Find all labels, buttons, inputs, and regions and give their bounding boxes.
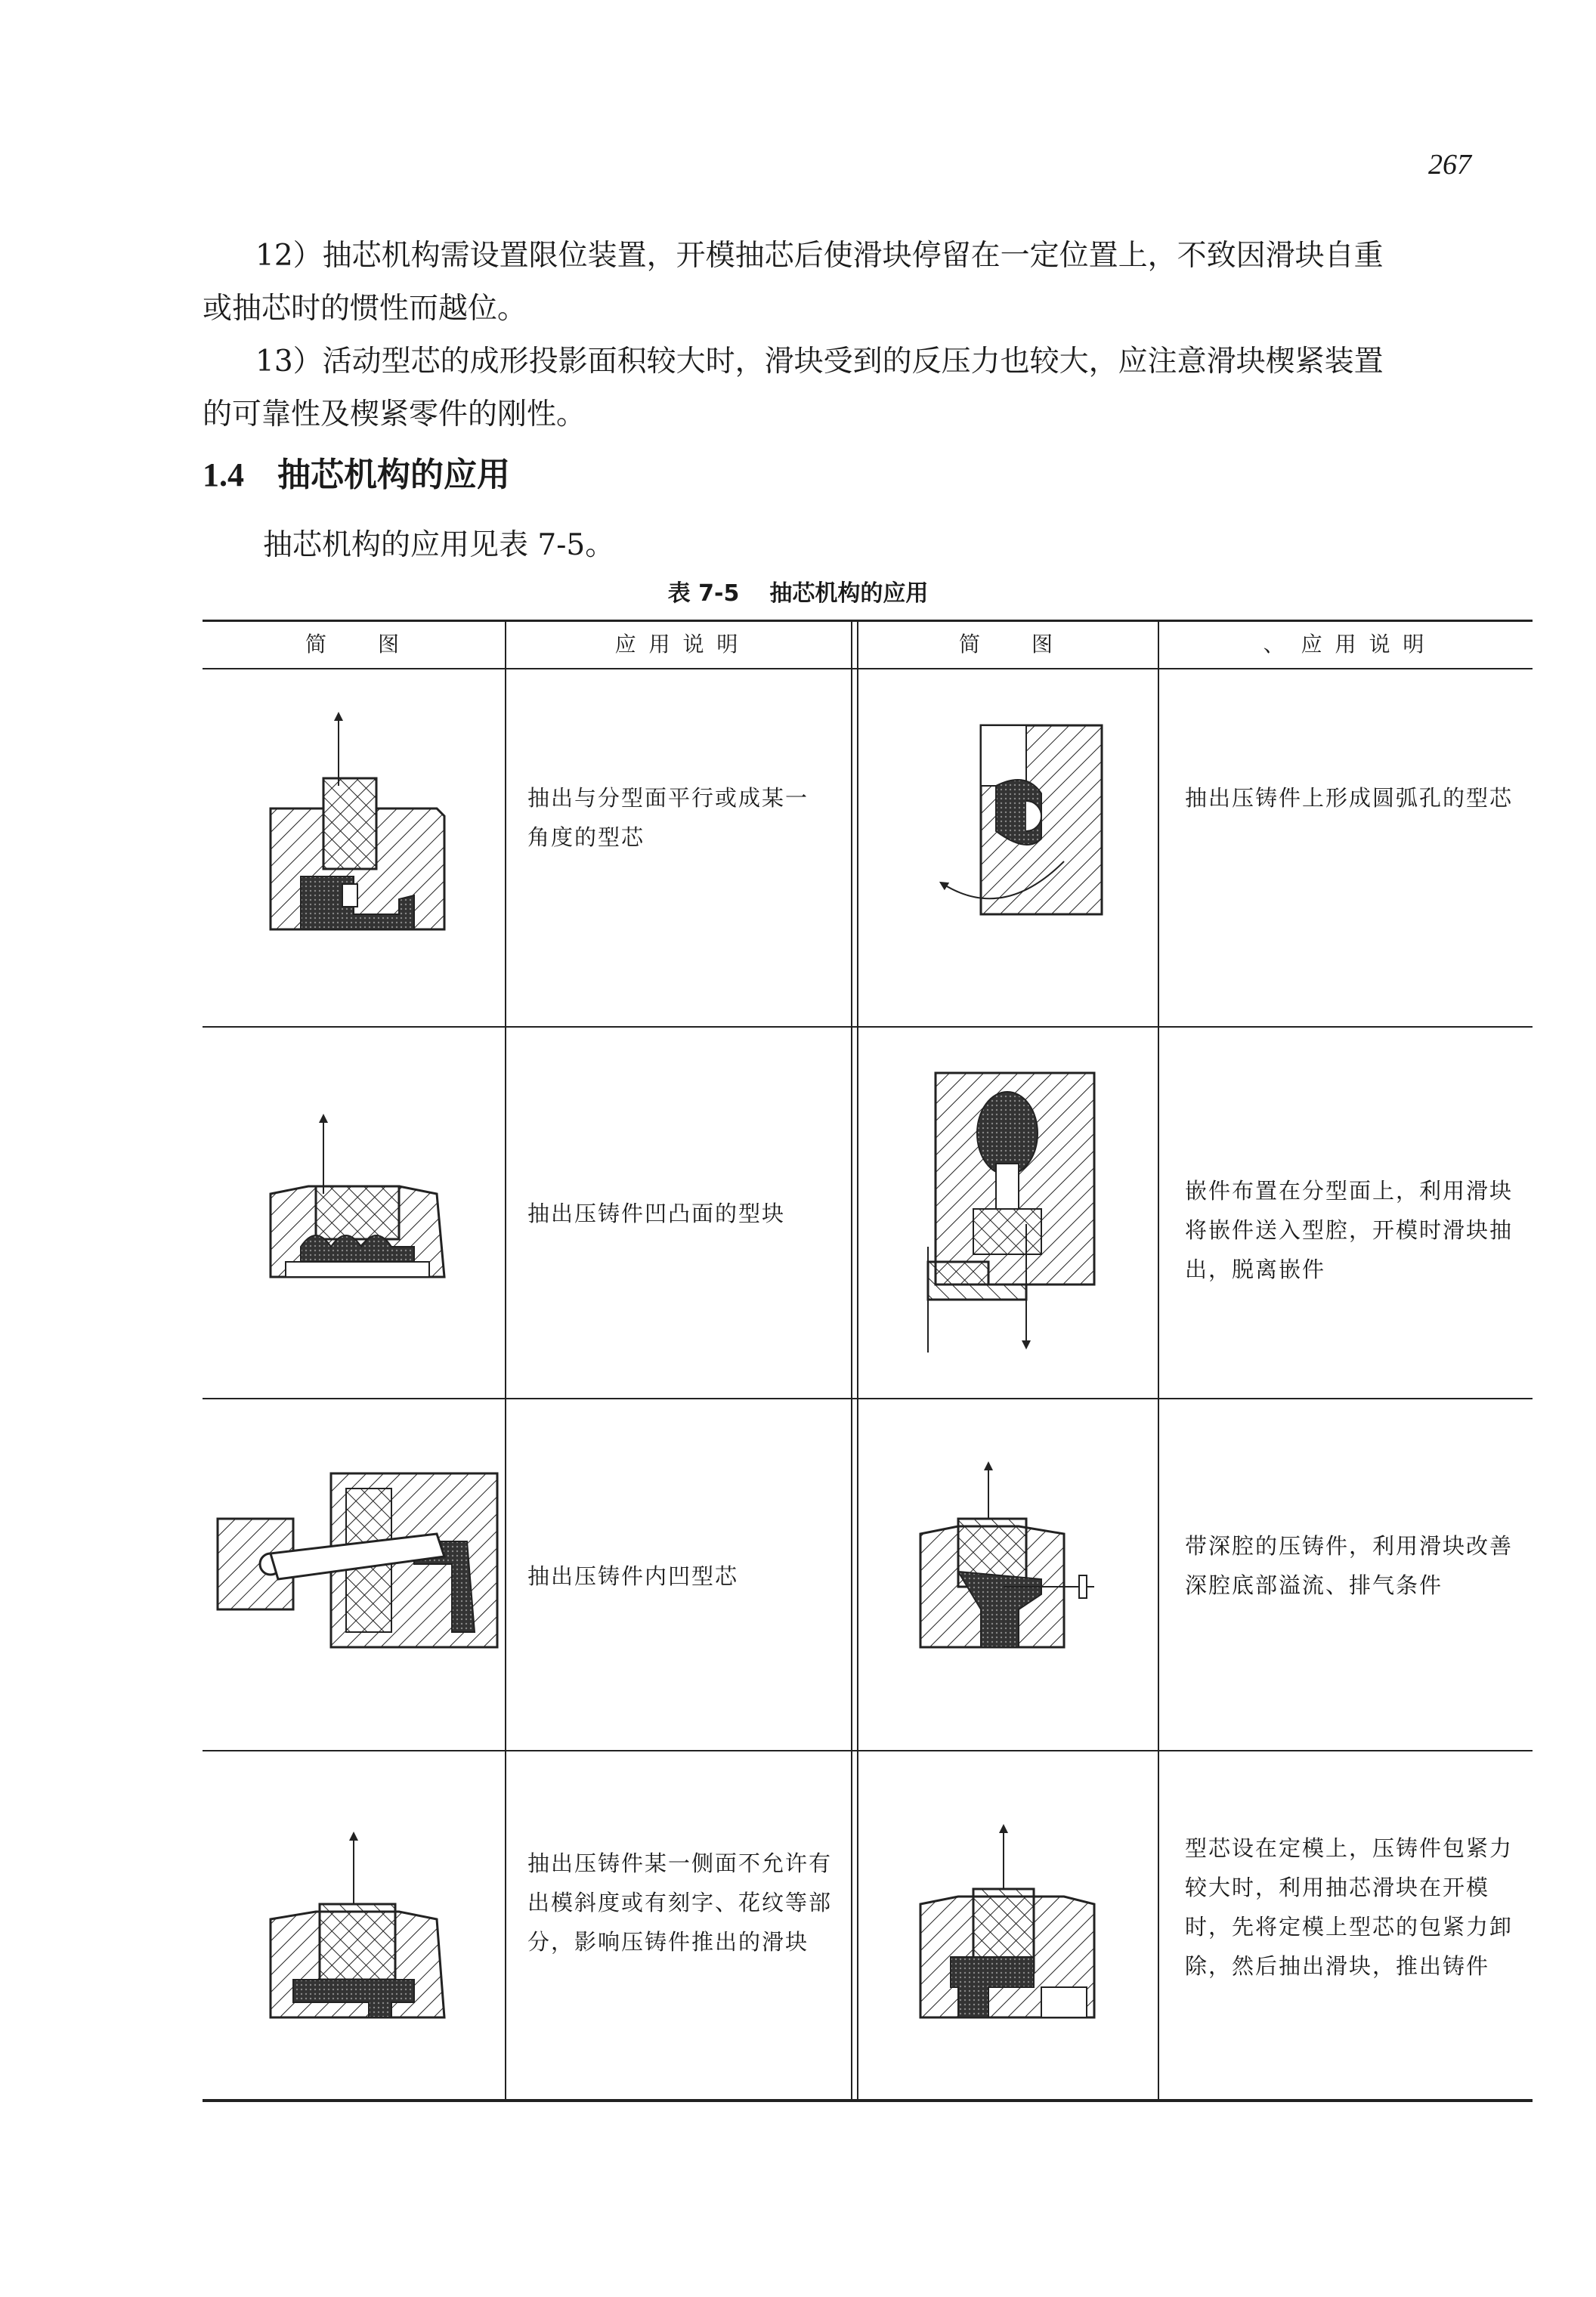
table-col-divider [857,620,858,2102]
row2-right-desc: 嵌件布置在分型面上，利用滑块将嵌件送入型腔，开模时滑块抽出，脱离嵌件 [1185,1178,1514,1282]
paragraph-line: 13）活动型芯的成形投影面积较大时，滑块受到的反压力也较大，应注意滑块楔紧装置 [255,345,1384,379]
row1-left-desc: 抽出与分型面平行或成某一角度的型芯 [527,785,809,850]
section-title [203,447,510,496]
diagram-row1-right [913,710,1117,937]
paragraph-line: 12）抽芯机构需设置限位装置，开模抽芯后使滑块停留在一定位置上，不致因滑块自重 [255,239,1384,273]
table-caption-title: 抽芯机构的应用 [769,580,929,607]
row3-right-desc: 带深腔的压铸件，利用滑块改善深腔底部溢流、排气条件 [1185,1533,1514,1598]
diagram-row4-left [263,1829,452,2025]
table-col-divider [505,620,506,2102]
paragraph-13 [203,335,1533,441]
diagram-row2-left [263,1103,452,1292]
paragraph-12 [203,230,1533,335]
header-diagram-left: 简 图 [305,632,402,657]
intro-text: 抽芯机构的应用见表 7-5。 [263,528,615,562]
table-col-divider [851,620,852,2102]
table-bottom-rule [203,2099,1533,2102]
diagram-row1-left [263,703,452,952]
paragraph-line: 的可靠性及楔紧零件的刚性。 [203,397,586,431]
header-desc-right: 、 应 用 说 明 [1263,632,1427,657]
section-title-text: 抽芯机构的应用 [277,456,510,494]
page-number: 267 [1428,149,1471,181]
section-number: 1.4 [203,456,244,493]
diagram-row2-right [913,1058,1109,1360]
table-col-divider [1158,620,1159,2102]
diagram-row3-left [210,1458,505,1655]
diagram-row3-right [913,1458,1109,1662]
header-desc-left: 应 用 说 明 [614,632,741,657]
row2-left-desc: 抽出压铸件凹凸面的型块 [527,1201,786,1226]
table-caption-number: 表 7-5 [667,580,740,607]
application-table [203,620,1533,2102]
table-row-rule [203,1398,1533,1399]
row4-left-desc: 抽出压铸件某一侧面不允许有出模斜度或有刻字、花纹等部分，影响压铸件推出的滑块 [527,1850,833,1955]
table-row-rule [203,1026,1533,1028]
table-row-rule [203,1750,1533,1751]
header-diagram-right: 简 图 [958,632,1056,657]
row4-right-desc: 型芯设在定模上，压铸件包紧力较大时，利用抽芯滑块在开模时，先将定模上型芯的包紧力卸除，然后抽出滑块，推出铸件 [1185,1835,1514,1979]
row1-right-desc: 抽出压铸件上形成圆弧孔的型芯 [1185,785,1514,811]
diagram-row4-right [913,1821,1109,2033]
row3-left-desc: 抽出压铸件内凹型芯 [527,1563,739,1589]
table-caption [0,574,1596,607]
paragraph-line: 或抽芯时的惯性而越位。 [203,292,527,326]
